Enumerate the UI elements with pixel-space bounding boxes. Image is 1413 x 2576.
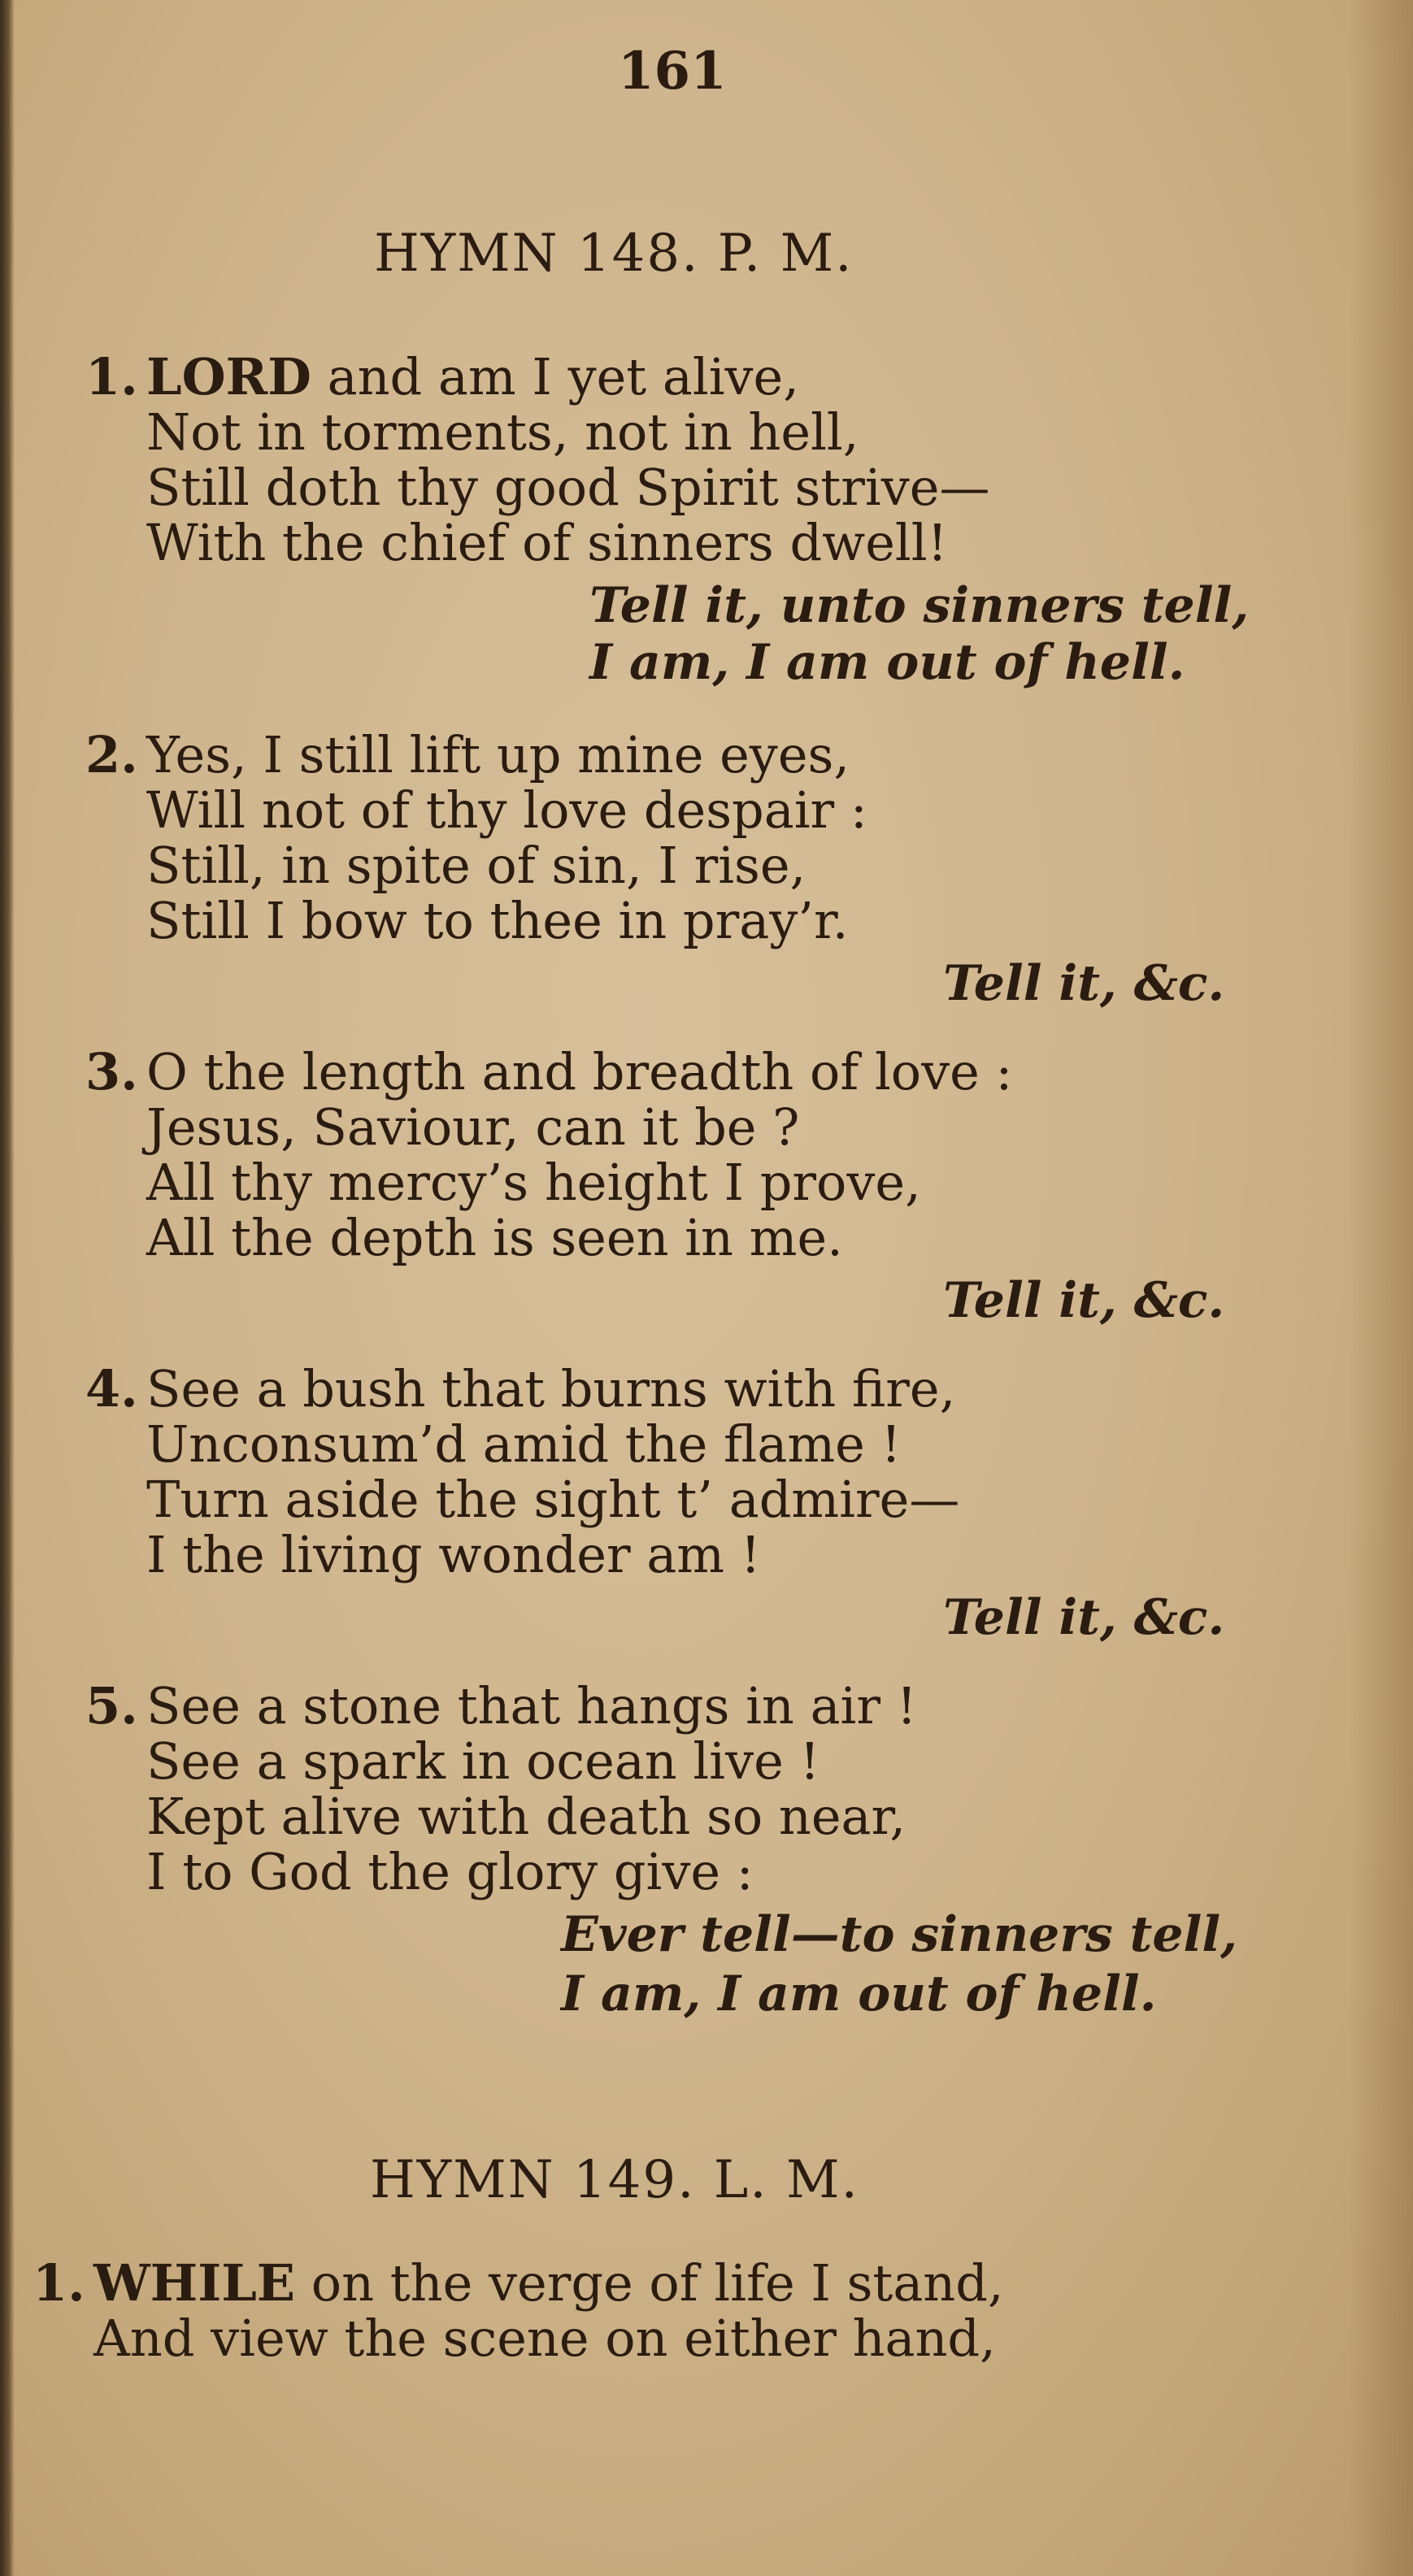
hymn-149-title: HYMN 149. L. M. [370, 2150, 859, 2210]
hymn-148-verse-2 [85, 725, 867, 950]
verse-line [85, 1676, 917, 1735]
verse-line-text: O the length and breadth of love : [146, 1042, 1013, 1101]
page-number: 161 [618, 41, 727, 102]
verse-line: Will not of thy love despair : [146, 780, 867, 840]
verse-lead-word: LORD [146, 347, 311, 406]
hymn-148-verse-4-refrain: Tell it, &c. [943, 1589, 1225, 1646]
verse-line-text: on the verge of life I stand, [295, 2253, 1004, 2313]
hymn-148-verse-1 [85, 347, 990, 572]
verse-line: Unconsum’d amid the flame ! [146, 1414, 902, 1474]
verse-line: Kept alive with death so near, [146, 1787, 906, 1846]
verse-number: 1. [85, 347, 138, 406]
verse-lead-word: WHILE [93, 2253, 296, 2313]
page-edge-stain [1348, 0, 1413, 2576]
verse-line: With the chief of sinners dwell! [146, 513, 948, 572]
hymn-148-verse-1-refrain-line-2: I am, I am out of hell. [589, 634, 1185, 691]
verse-line: See a spark in ocean live ! [146, 1731, 820, 1791]
verse-line [85, 347, 989, 406]
verse-line-text: and am I yet alive, [311, 347, 799, 406]
hymn-148-verse-3 [85, 1042, 1013, 1267]
hymn-149-verse-1 [33, 2253, 1004, 2368]
verse-line: And view the scene on either hand, [93, 2309, 996, 2368]
verse-line [85, 1359, 959, 1418]
verse-line: I to God the glory give : [146, 1842, 754, 1901]
verse-line-text: See a stone that hangs in air ! [146, 1676, 917, 1735]
verse-line: Not in torments, not in hell, [146, 402, 859, 462]
hymn-148-verse-2-refrain: Tell it, &c. [943, 955, 1225, 1012]
verse-line: Still I bow to thee in pray’r. [146, 891, 849, 950]
verse-line [85, 725, 867, 784]
verse-line-text: Yes, I still lift up mine eyes, [146, 725, 850, 784]
verse-line: All the depth is seen in me. [146, 1208, 843, 1267]
hymn-148-verse-3-refrain: Tell it, &c. [943, 1272, 1225, 1329]
verse-line: Turn aside the sight t’ admire— [146, 1470, 960, 1529]
verse-line-text: See a bush that burns with fire, [146, 1359, 956, 1418]
verse-number: 2. [85, 725, 138, 784]
verse-line [85, 1042, 1013, 1101]
verse-line: All thy mercy’s height I prove, [146, 1153, 921, 1212]
hymn-148-verse-5-refrain-line-1: Ever tell—to sinners tell, [561, 1906, 1238, 1963]
verse-number: 4. [85, 1359, 138, 1418]
verse-number: 1. [33, 2253, 85, 2313]
verse-line: Jesus, Saviour, can it be ? [146, 1097, 800, 1157]
verse-line: Still, in spite of sin, I rise, [146, 836, 806, 895]
verse-line: I the living wonder am ! [146, 1525, 761, 1584]
hymn-148-verse-1-refrain-line-1: Tell it, unto sinners tell, [589, 577, 1250, 634]
hymn-148-verse-5-refrain-line-2: I am, I am out of hell. [561, 1966, 1157, 2022]
hymn-148-verse-5 [85, 1676, 917, 1901]
verse-number: 3. [85, 1042, 138, 1101]
verse-line: Still doth thy good Spirit strive— [146, 458, 990, 517]
page-binding-shadow [0, 0, 15, 2576]
verse-line [33, 2253, 1004, 2313]
hymn-148-title: HYMN 148. P. M. [374, 224, 854, 284]
verse-number: 5. [85, 1676, 138, 1735]
hymn-148-verse-4 [85, 1359, 960, 1584]
